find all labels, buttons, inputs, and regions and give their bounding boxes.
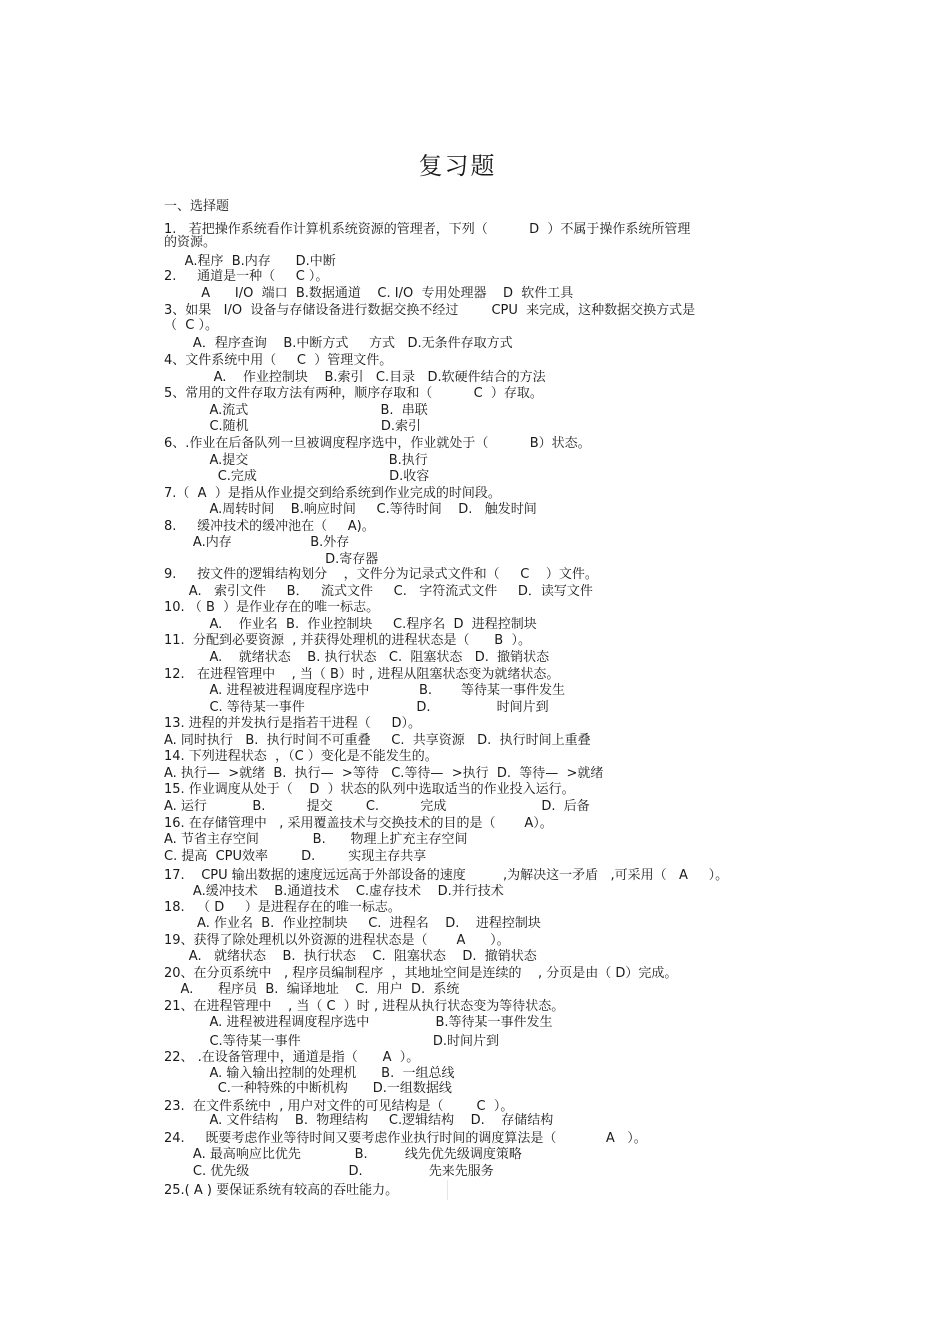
text-line: 17. CPU 输出数据的速度远远高于外部设备的速度 ,为解决这一矛盾 ,可采用（ A ）。 <box>164 868 729 883</box>
text-line: 3、如果 I/O 设备与存储设备进行数据交换不经过 CPU 来完成，这种数据交换方式是 <box>164 303 696 318</box>
text-line: A. 运行 B. 提交 C. 完成 D. 后备 <box>164 799 590 814</box>
text-line: A. 执行— >就绪 B. 执行— >等待 C.等待— >执行 D. 等待— >就绪 <box>164 766 604 781</box>
text-line: A．程序查询 B.中断方式 方式 D.无条件存取方式 <box>164 336 513 351</box>
text-line: （ C ）。 <box>164 318 218 333</box>
text-line: A. 节省主存空间 B. 物理上扩充主存空间 <box>164 832 468 847</box>
text-line: 9. 按文件的逻辑结构划分 ，文件分为记录式文件和（ C ）文件。 <box>164 567 598 582</box>
text-line: 11. 分配到必要资源 , 并获得处理机的进程状态是（ B ）。 <box>164 633 531 648</box>
text-line: 25.( A ) 要保证系统有较高的吞吐能力。 <box>164 1183 399 1198</box>
text-line: 22、 .在设备管理中，通道是指（ A ）。 <box>164 1050 420 1065</box>
text-line: A.流式 B. 串联 <box>164 403 428 418</box>
text-line: A. 作业名 B. 作业控制块 C.程序名 D 进程控制块 <box>164 617 537 632</box>
text-line: C. 等待某一事件 D. 时间片到 <box>164 700 549 715</box>
text-line: 6、.作业在后备队列一旦被调度程序选中，作业就处于（ B）状态。 <box>164 436 591 451</box>
text-line: D.寄存器 <box>164 552 379 567</box>
faint-divider <box>447 1180 448 1200</box>
text-line: 15. 作业调度从处于（ D ）状态的队列中选取适当的作业投入运行。 <box>164 782 575 797</box>
text-line: A.周转时间 B.响应时间 C.等待时间 D. 触发时间 <box>164 502 537 517</box>
text-line: 5、常用的文件存取方法有两种，顺序存取和（ C ）存取。 <box>164 386 543 401</box>
text-line: A. 进程被进程调度程序选中 B.等待某一事件发生 <box>164 1015 553 1030</box>
text-line: 14. 下列进程状态 ，（C ）变化是不能发生的。 <box>164 749 438 764</box>
text-line: 21、在进程管理中 , 当（ C ）时 , 进程从执行状态变为等待状态。 <box>164 999 565 1014</box>
text-line: C.一种特殊的中断机构 D.一组数据线 <box>164 1081 452 1096</box>
text-line: A. 作业控制块 B.索引 C.目录 D.软硬件结合的方法 <box>164 370 546 385</box>
text-line: C.随机 D.索引 <box>164 419 422 434</box>
text-line: C.等待某一事件 D.时间片到 <box>164 1034 500 1049</box>
text-line: C. 提高 CPU效率 D. 实现主存共享 <box>164 849 427 864</box>
text-line: A. 输入输出控制的处理机 B. 一组总线 <box>164 1066 455 1081</box>
text-line: C. 优先级 D. 先来先服务 <box>164 1164 494 1179</box>
text-line: A. 作业名 B. 作业控制块 C. 进程名 D. 进程控制块 <box>164 916 541 931</box>
text-line: 19、获得了除处理机以外资源的进程状态是（ A ）。 <box>164 933 510 948</box>
section-heading: 一、选择题 <box>164 199 230 214</box>
text-line: A. 进程被进程调度程序选中 B. 等待某一事件发生 <box>164 683 565 698</box>
text-line: 8. 缓冲技术的缓冲池在（ A)。 <box>164 519 375 534</box>
text-line: A.缓冲技术 B.通道技术 C.虚存技术 D.并行技术 <box>164 884 504 899</box>
text-line: A. 程序员 B. 编译地址 C. 用户 D. 系统 <box>164 982 460 997</box>
text-line: 4、文件系统中用（ C ）管理文件。 <box>164 353 393 368</box>
text-line: A.内存 B.外存 <box>164 535 350 550</box>
text-line: 24. 既要考虑作业等待时间又要考虑作业执行时间的调度算法是（ A ）。 <box>164 1131 647 1146</box>
text-line: A. 同时执行 B. 执行时间不可重叠 C. 共享资源 D. 执行时间上重叠 <box>164 733 591 748</box>
text-line: A. 文件结构 B. 物理结构 C.逻辑结构 D. 存储结构 <box>164 1113 554 1128</box>
text-line: A I/O 端口 B.数据通道 C. I/O 专用处理器 D 软件工具 <box>164 286 574 301</box>
text-line: A.提交 B.执行 <box>164 453 428 468</box>
text-line: 10. （ B ）是作业存在的唯一标志。 <box>164 600 380 615</box>
text-line: 20、在分页系统中 , 程序员编制程序 ，其地址空间是连续的 , 分页是由（ D）完成。 <box>164 966 678 981</box>
text-line: A. 就绪状态 B. 执行状态 C. 阻塞状态 D. 撤销状态 <box>164 650 550 665</box>
text-line: 12. 在进程管理中 , 当（ B）时 , 进程从阻塞状态变为就绪状态。 <box>164 667 560 682</box>
text-line: 23. 在文件系统中 , 用户对文件的可见结构是（ C ）。 <box>164 1099 514 1114</box>
text-line: A.程序 B.内存 D.中断 <box>164 254 336 269</box>
text-line: 2. 通道是一种（ C ）。 <box>164 269 329 284</box>
text-line: C.完成 D.收容 <box>164 469 430 484</box>
text-line: 13. 进程的并发执行是指若干进程（ D）。 <box>164 716 421 731</box>
text-line: A. 索引文件 B． 流式文件 C. 字符流式文件 D．读写文件 <box>164 584 593 599</box>
text-line: 的资源。 <box>164 235 217 250</box>
text-line: 18. （ D ）是进程存在的唯一标志。 <box>164 900 401 915</box>
text-line: A. 就绪状态 B. 执行状态 C. 阻塞状态 D. 撤销状态 <box>164 949 537 964</box>
text-line: A. 最高响应比优先 B. 线先优先级调度策略 <box>164 1147 522 1162</box>
text-line: 16. 在存储管理中 , 采用覆盖技术与交换技术的目的是（ A）。 <box>164 816 553 831</box>
text-line: 7.（ A ）是指从作业提交到给系统到作业完成的时间段。 <box>164 486 501 501</box>
page-title: 复习题 <box>418 152 497 180</box>
text-line: 1. 若把操作系统看作计算机系统资源的管理者，下列（ D ）不属于操作系统所管理 <box>164 222 691 237</box>
